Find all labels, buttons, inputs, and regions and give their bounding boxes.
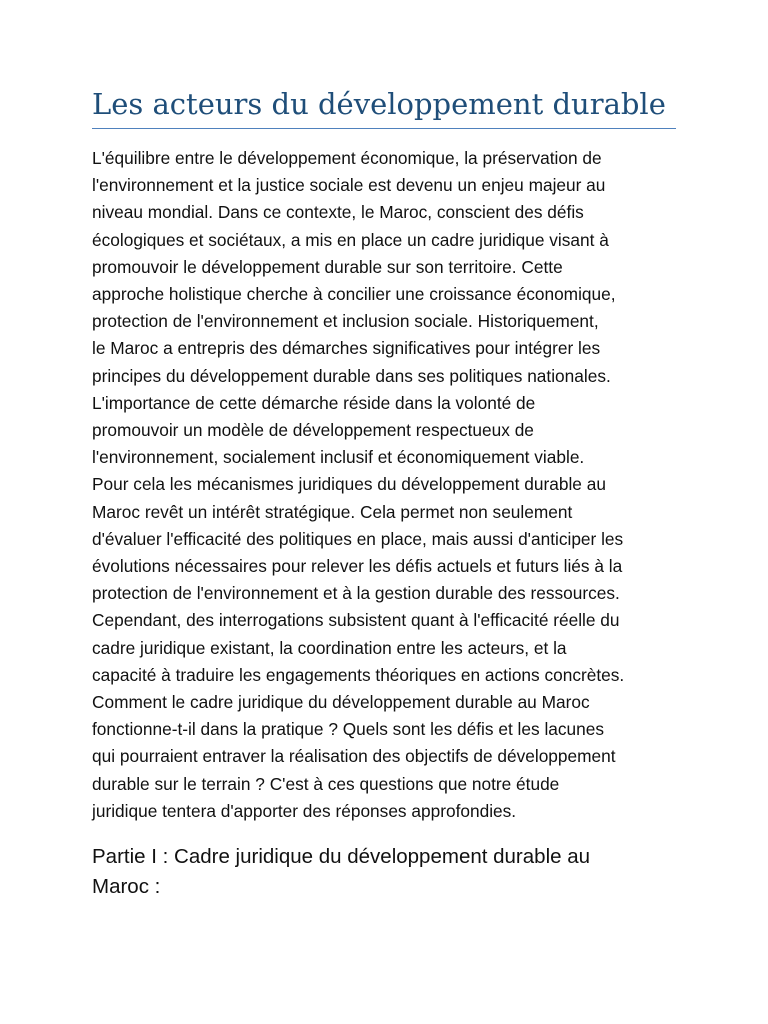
paragraph-line: d'évaluer l'efficacité des politiques en place, mais aussi d'anticiper les [92, 528, 624, 549]
paragraph-line: Pour cela les mécanismes juridiques du développement durable au [92, 474, 606, 495]
intro-paragraph [92, 145, 680, 825]
paragraph-line: protection de l'environnement et inclusion sociale. Historiquement, [92, 311, 599, 332]
paragraph-line: Comment le cadre juridique du développement durable au Maroc [92, 692, 590, 713]
paragraph-line: Cependant, des interrogations subsistent quant à l'efficacité réelle du [92, 610, 620, 631]
paragraph-line: niveau mondial. Dans ce contexte, le Maroc, conscient des défis [92, 202, 584, 223]
paragraph-line: l'environnement, socialement inclusif et économiquement viable. [92, 447, 585, 468]
paragraph-line: le Maroc a entrepris des démarches significatives pour intégrer les [92, 338, 601, 359]
page-title: Les acteurs du développement durable [92, 87, 666, 121]
paragraph-line: L'équilibre entre le développement économique, la préservation de [92, 148, 602, 168]
paragraph-line: protection de l'environnement et à la gestion durable des ressources. [92, 583, 620, 604]
paragraph-line: cadre juridique existant, la coordination entre les acteurs, et la [92, 637, 567, 658]
paragraph-line: principes du développement durable dans ses politiques nationales. [92, 365, 611, 386]
paragraph-line: évolutions nécessaires pour relever les défis actuels et futurs liés à la [92, 556, 623, 577]
paragraph-line: capacité à traduire les engagements théoriques en actions concrètes. [92, 664, 625, 685]
section-heading-partie-1 [92, 842, 652, 902]
paragraph-line: juridique tentera d'apporter des réponses approfondies. [92, 800, 517, 821]
paragraph-line: approche holistique cherche à concilier une croissance économique, [92, 284, 616, 305]
paragraph-line: fonctionne-t-il dans la pratique ? Quels sont les défis et les lacunes [92, 719, 605, 740]
paragraph-line: promouvoir le développement durable sur son territoire. Cette [92, 256, 563, 277]
paragraph-line: Maroc revêt un intérêt stratégique. Cela permet non seulement [92, 501, 573, 522]
section-heading-line: Maroc : [92, 875, 161, 898]
paragraph-line: qui pourraient entraver la réalisation des objectifs de développement [92, 746, 616, 767]
paragraph-line: promouvoir un modèle de développement respectueux de [92, 420, 534, 441]
section-heading-line: Partie I : Cadre juridique du développement durable au [92, 845, 591, 868]
paragraph-line: l'environnement et la justice sociale est devenu un enjeu majeur au [92, 175, 606, 196]
paragraph-line: durable sur le terrain ? C'est à ces questions que notre étude [92, 773, 560, 794]
paragraph-line: L'importance de cette démarche réside dans la volonté de [92, 392, 536, 413]
title-underline-rule [92, 128, 676, 129]
paragraph-line: écologiques et sociétaux, a mis en place un cadre juridique visant à [92, 229, 609, 250]
